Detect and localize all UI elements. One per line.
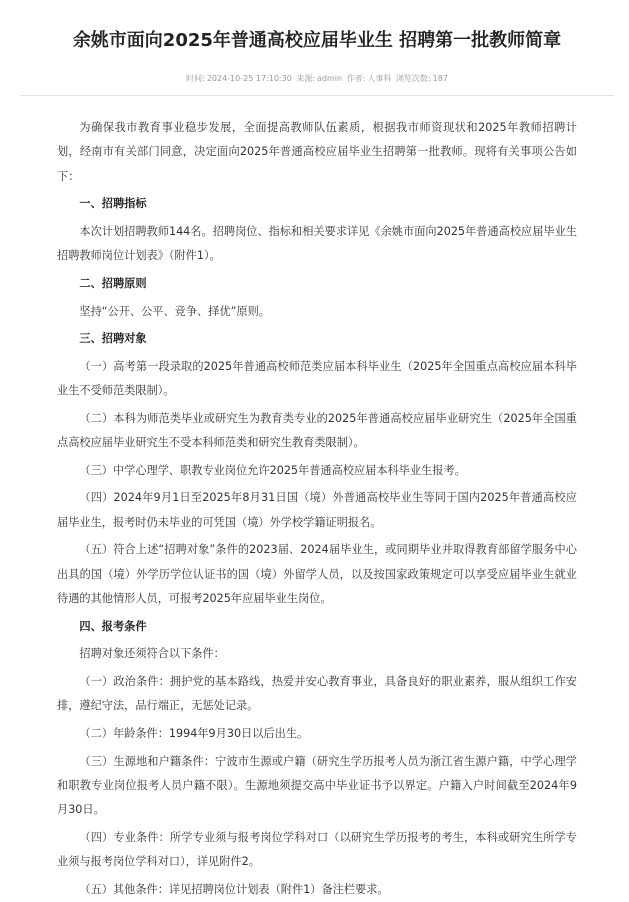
author-value: 人事科 xyxy=(367,74,392,83)
article-body xyxy=(57,116,577,902)
body-paragraph: （五）符合上述“招聘对象”条件的2023届、2024届毕业生，或同期毕业并取得教育部留学服务中心出具的国（境）外学历学位认证书的国（境）外留学人员，以及按国家政策规定可以享受应届毕业生就业待遇的其他情形人员，可报考2025年应届毕业生岗位。 xyxy=(57,543,577,606)
body-paragraph: 坚持“公开、公平、竞争、择优”原则。 xyxy=(79,304,270,318)
publish-time: 2024-10-25 17:10:30 xyxy=(206,74,292,83)
time-label: 时间: xyxy=(186,74,205,83)
view-count: 187 xyxy=(432,74,448,83)
article-page xyxy=(0,26,629,896)
body-paragraph: 为确保我市教育事业稳步发展，全面提高教师队伍素质，根据我市师资现状和2025年教师招聘计划，经南市有关部门同意，决定面向2025年普通高校应届毕业生招聘第一批教师。现将有关事项公告如下： xyxy=(57,121,577,183)
body-paragraph: （三）中学心理学、职教专业岗位允许2025年普通高校应届本科毕业生报考。 xyxy=(79,463,466,477)
body-paragraph: （二）年龄条件：1994年9月30日以后出生。 xyxy=(79,726,309,740)
body-paragraph: （一）政治条件：拥护党的基本路线，热爱并安心教育事业，具备良好的职业素养，服从组织工作安排，遵纪守法，品行端正，无惩处记录。 xyxy=(57,674,577,713)
body-paragraph: （三）生源地和户籍条件：宁波市生源或户籍（研究生学历报考人员为浙江省生源户籍，中学心理学和职教专业岗位报考人员户籍不限）。生源地须提交高中毕业证书予以界定。户籍入户时间截至2024年9月30日。 xyxy=(57,754,577,817)
title-divider xyxy=(20,95,614,96)
source-label: 来源: xyxy=(296,74,316,83)
body-paragraph: 本次计划招聘教师144名。招聘岗位、指标和相关要求详见《余姚市面向2025年普通高校应届毕业生招聘教师岗位计划表》（附件1）。 xyxy=(57,225,577,263)
section-heading: 一、招聘指标 xyxy=(79,197,147,211)
section-heading: 三、招聘对象 xyxy=(79,332,147,346)
body-paragraph: 招聘对象还须符合以下条件： xyxy=(79,647,225,661)
body-paragraph: （五）其他条件：详见招聘岗位计划表（附件1）备注栏要求。 xyxy=(79,882,389,896)
article-meta xyxy=(57,73,577,84)
body-paragraph: （四）专业条件：所学专业须与报考岗位学科对口（以研究生学历报考的考生，本科或研究生所学专业须与报考岗位学科对口），详见附件2。 xyxy=(57,830,577,869)
section-heading: 二、招聘原则 xyxy=(79,277,147,290)
section-heading: 四、报考条件 xyxy=(79,619,147,633)
body-paragraph: （一）高考第一段录取的2025年普通高校师范类应届本科毕业生（2025年全国重点高校应届本科毕业生不受师范类限制）。 xyxy=(57,359,577,398)
body-paragraph: （二）本科为师范类毕业或研究生为教育类专业的2025年普通高校应届毕业研究生（2025年全国重点高校应届毕业研究生不受本科师范类和研究生教育类限制）。 xyxy=(57,411,577,450)
author-label: 作者: xyxy=(346,74,366,83)
source-value: admin xyxy=(317,74,343,83)
article-title: 余姚市面向2025年普通高校应届毕业生 招聘第一批教师简章 xyxy=(72,30,562,51)
body-paragraph: （四）2024年9月1日至2025年8月31日国（境）外普通高校毕业生等同于国内2025年普通高校应届毕业生，报考时仍未毕业的可凭国（境）外学校学籍证明报名。 xyxy=(57,491,577,529)
views-label: 浏览次数: xyxy=(395,74,431,83)
